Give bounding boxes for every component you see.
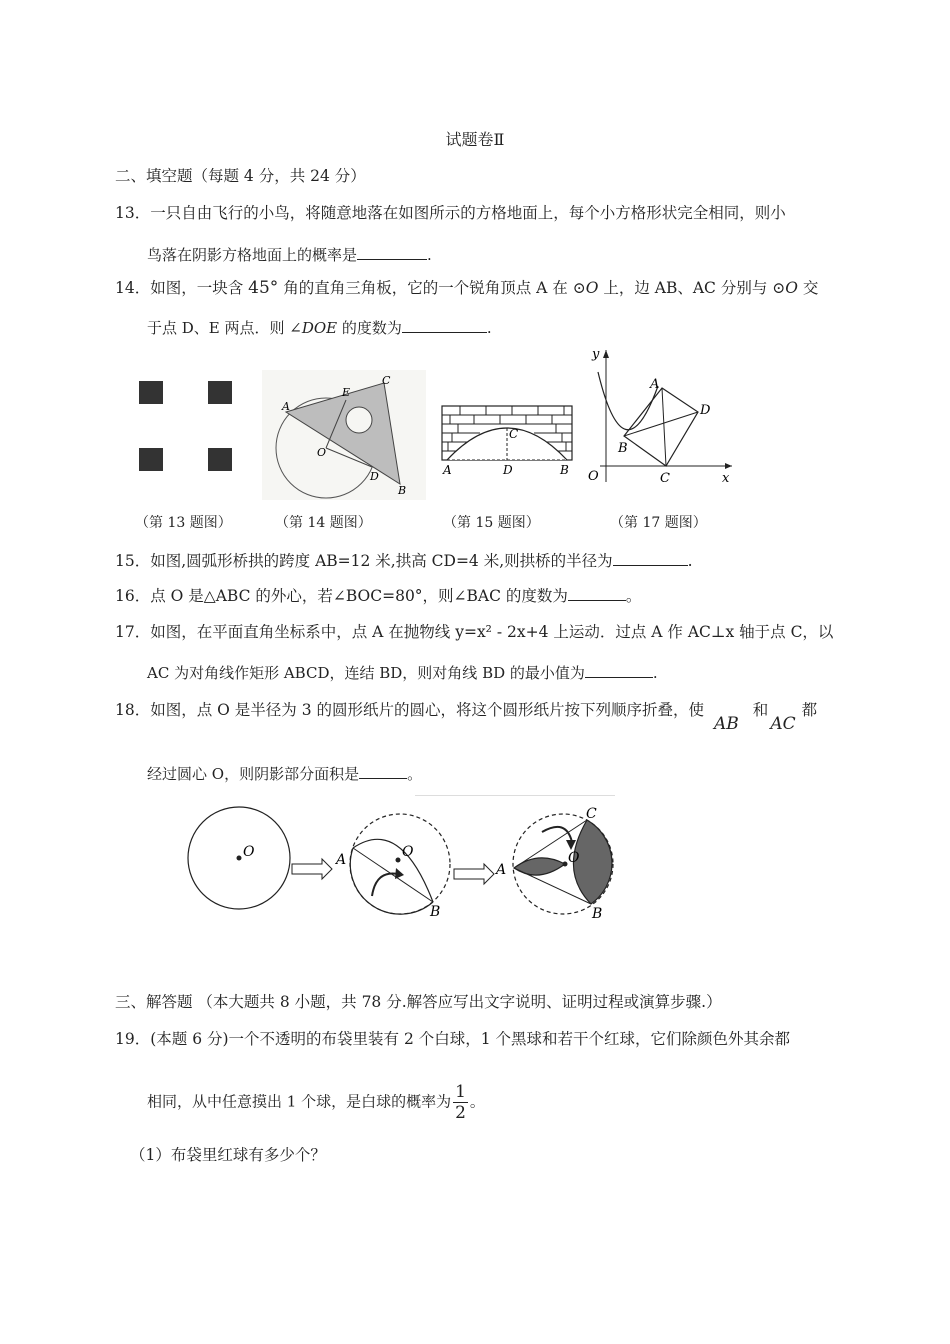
fig18-arrow-1 bbox=[292, 859, 332, 879]
fig13-shaded-square bbox=[208, 448, 232, 471]
fig13-grid-figure bbox=[130, 372, 250, 482]
fig18-center-1 bbox=[237, 856, 242, 861]
fig17-label-o: O bbox=[588, 469, 599, 484]
fig13-caption: （第 13 题图） bbox=[135, 515, 232, 531]
fig17-label-c: C bbox=[660, 471, 670, 486]
fig14-label-e: E bbox=[342, 386, 351, 399]
fig15-bridge-figure bbox=[440, 402, 574, 480]
fig18-folded-arc bbox=[353, 839, 433, 902]
q17-line2: AC 为对角线作矩形 ABCD，连结 BD，则对角线 BD 的最小值为 . bbox=[147, 664, 658, 682]
fig18-label-o2: O bbox=[402, 844, 414, 860]
fig18-label-o3: O bbox=[568, 850, 580, 866]
fig17-label-b: B bbox=[618, 441, 628, 456]
fig13-shaded-square bbox=[139, 381, 163, 404]
fig15-caption: （第 15 题图） bbox=[443, 515, 540, 531]
fig14-circle-triangle-figure bbox=[262, 370, 426, 500]
q14-answer-blank bbox=[402, 318, 487, 333]
fig17-caption: （第 17 题图） bbox=[610, 515, 707, 531]
q16-text: 16．点 O 是△ABC 的外心，若∠BOC=80°，则∠BAC 的度数为 。 bbox=[115, 587, 642, 605]
q16-answer-blank bbox=[568, 586, 626, 601]
q15-answer-blank bbox=[613, 551, 688, 566]
fig17-label-x: x bbox=[722, 471, 730, 486]
fig17-label-a: A bbox=[650, 377, 660, 392]
q18-line1: 18．如图，点 O 是半径为 3 的圆形纸片的圆心，将这个圆形纸片按下列顺序折叠，使AB和AC都 bbox=[115, 701, 818, 734]
fig17-y-arrow bbox=[603, 350, 609, 358]
q17-answer-blank bbox=[585, 663, 653, 678]
q19-fraction: $\frac{1}{2}$ bbox=[455, 1082, 466, 1123]
fig17-x-arrow bbox=[725, 463, 732, 469]
fig18-arrow-2 bbox=[454, 864, 494, 884]
section-2-heading: 二、填空题（每题 4 分，共 24 分） bbox=[115, 167, 366, 185]
fig18-fold-arrowhead-3 bbox=[566, 840, 576, 850]
fig17-coordinate-figure bbox=[580, 342, 740, 490]
fig14-label-b: B bbox=[398, 484, 407, 497]
fig14-triangle-hole bbox=[346, 407, 372, 433]
q19-sub1: （1）布袋里红球有多少个？ bbox=[130, 1146, 326, 1164]
fig18-circle-2-arc bbox=[350, 848, 433, 914]
q18-answer-blank bbox=[359, 764, 407, 779]
fig14-label-o: O bbox=[317, 446, 327, 459]
q18-arc-ab: AB bbox=[714, 714, 739, 734]
fig17-diagonal-bd bbox=[624, 412, 698, 436]
faint-divider bbox=[415, 795, 615, 796]
q18-line2: 经过圆心 O，则阴影部分面积是 。 bbox=[147, 765, 423, 783]
fig18-folding-figure bbox=[180, 798, 620, 930]
fig15-label-d: D bbox=[503, 463, 513, 477]
fig14-caption: （第 14 题图） bbox=[275, 515, 372, 531]
fig15-label-c: C bbox=[509, 427, 519, 441]
q17-line1: 17．如图，在平面直角坐标系中，点 A 在抛物线 y=x² - 2x+4 上运动．过点 A 作 AC⊥x 轴于点 C，以 bbox=[115, 623, 834, 641]
fig14-label-c: C bbox=[382, 374, 391, 387]
q19-line1: 19．(本题 6 分)一个不透明的布袋里装有 2 个白球，1 个黑球和若干个红球，它们除颜色外其余都 bbox=[115, 1030, 791, 1048]
q13-answer-blank bbox=[357, 245, 427, 260]
fig15-label-b: B bbox=[560, 463, 569, 477]
fig18-fold-arrow-2 bbox=[372, 873, 398, 896]
fig17-parabola bbox=[598, 372, 658, 430]
fig17-label-y: y bbox=[592, 347, 600, 362]
fig18-label-b2: B bbox=[430, 904, 441, 920]
fig18-label-o1: O bbox=[243, 844, 255, 860]
q13-line1: 13．一只自由飞行的小鸟，将随意地落在如图所示的方格地面上，每个小方格形状完全相同，则小 bbox=[115, 204, 786, 222]
fig18-center-3 bbox=[563, 862, 568, 867]
q14-line1: 14．如图，一块含 45° 角的直角三角板，它的一个锐角顶点 A 在 ⊙O 上，边 AB、AC 分别与 ⊙O 交 bbox=[115, 278, 819, 298]
fig14-label-d: D bbox=[370, 470, 379, 483]
section-3-heading: 三、解答题 （本大题共 8 小题，共 78 分.解答应写出文字说明、证明过程或演算步骤.） bbox=[115, 993, 722, 1011]
fig17-diagonal-ac bbox=[662, 388, 666, 466]
fig18-center-2 bbox=[396, 858, 401, 863]
fig13-shaded-square bbox=[208, 381, 232, 404]
fig14-label-a: A bbox=[282, 400, 290, 413]
fig18-label-a2: A bbox=[336, 852, 347, 868]
q19-line2: 相同，从中任意摸出 1 个球，是白球的概率为 $\frac{1}{2}$ 。 bbox=[147, 1082, 485, 1123]
q14-line2: 于点 D、E 两点．则 ∠DOE 的度数为 . bbox=[147, 319, 492, 337]
fig18-fold-arrowhead-2 bbox=[395, 868, 404, 879]
fig18-label-c3: C bbox=[586, 806, 597, 822]
fig13-shaded-square bbox=[139, 448, 163, 471]
q13-line2: 鸟落在阴影方格地面上的概率是 . bbox=[147, 246, 432, 264]
fig17-label-d: D bbox=[700, 403, 711, 418]
q15-text: 15．如图,圆弧形桥拱的跨度 AB=12 米,拱高 CD=4 米,则拱桥的半径为 . bbox=[115, 552, 693, 570]
fig18-label-b3: B bbox=[592, 906, 603, 922]
fig18-label-a3: A bbox=[496, 862, 507, 878]
fig18-shaded-lens bbox=[514, 858, 565, 875]
q18-arc-ac: AC bbox=[770, 714, 796, 734]
fig15-label-a: A bbox=[443, 463, 452, 477]
page-title: 试题卷Ⅱ bbox=[445, 130, 505, 149]
